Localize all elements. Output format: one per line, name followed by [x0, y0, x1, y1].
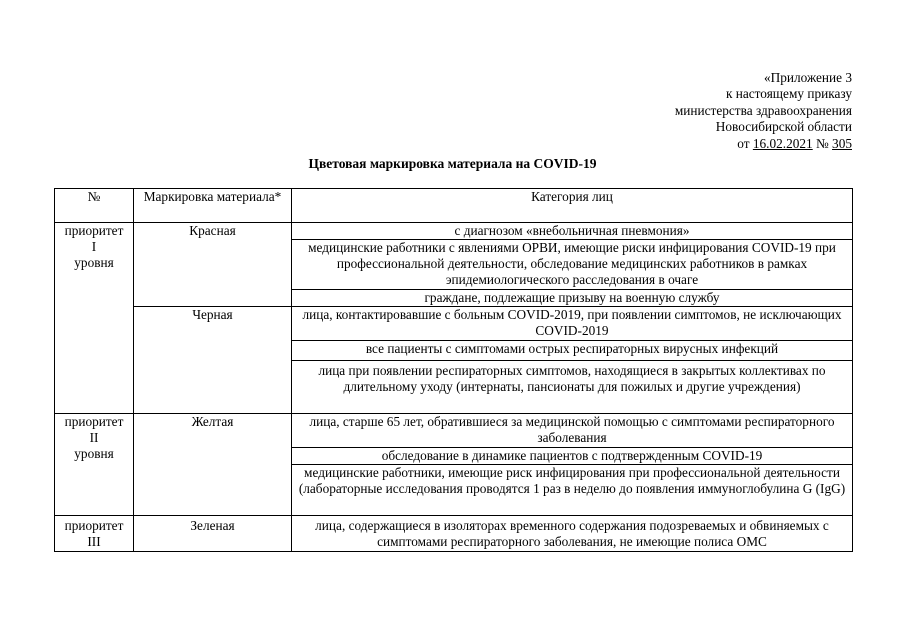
- table-row: [55, 307, 853, 341]
- table-row: [55, 223, 853, 240]
- category-cell: с диагнозом «внебольничная пневмония»: [292, 223, 853, 240]
- header-category: Категория лиц: [292, 189, 853, 223]
- priority-cell: [55, 414, 134, 516]
- order-date-line: [675, 136, 852, 152]
- header-num: №: [55, 189, 134, 223]
- marking-table: [54, 188, 853, 552]
- appendix-line: к настоящему приказу: [725, 86, 852, 102]
- marking-color-cell: Желтая: [134, 414, 292, 516]
- category-cell: лица при появлении респираторных симптомов, находящиеся в закрытых коллективах по длительному уходу (интернаты, пансионаты для пожилых и другие учреждения): [292, 361, 853, 414]
- priority-suffix: уровня: [74, 446, 114, 461]
- table-row: [55, 516, 853, 552]
- appendix-line: министерства здравоохранения: [674, 102, 852, 118]
- category-cell: обследование в динамике пациентов с подтвержденным COVID-19: [292, 448, 853, 465]
- table-row: [55, 414, 853, 448]
- priority-level: III: [87, 534, 101, 549]
- category-cell: все пациенты с симптомами острых респираторных вирусных инфекций: [292, 341, 853, 361]
- category-cell: лица, старше 65 лет, обратившиеся за медицинской помощью с симптомами респираторного заболевания: [292, 414, 853, 448]
- document-title: Цветовая маркировка материала на COVID-19: [308, 156, 597, 171]
- priority-cell: [55, 516, 134, 552]
- priority-label: приоритет: [64, 518, 124, 533]
- order-date: 16.02.2021: [752, 135, 813, 151]
- priority-level: I: [91, 239, 97, 254]
- priority-label: приоритет: [64, 223, 124, 238]
- priority-cell: [55, 223, 134, 414]
- priority-suffix: уровня: [74, 255, 114, 270]
- appendix-line: Новосибирской области: [715, 119, 852, 135]
- marking-color-cell: Зеленая: [134, 516, 292, 552]
- category-cell: лица, содержащиеся в изоляторах временного содержания подозреваемых и обвиняемых с симптомами респираторного заболевания, не имеющие полиса ОМС: [292, 516, 853, 552]
- category-cell: лица, контактировавшие с больным COVID-2019, при появлении симптомов, не исключающих COVID-2019: [292, 307, 853, 341]
- priority-label: приоритет: [64, 414, 124, 429]
- order-number: 305: [832, 135, 852, 151]
- date-prefix: от: [737, 135, 753, 151]
- category-cell: медицинские работники с явлениями ОРВИ, имеющие риски инфицирования COVID-19 при профессиональной деятельности, обследование медицинских работников в рамках эпидемиологического расследования в очаге: [292, 240, 853, 290]
- number-prefix: №: [812, 135, 833, 151]
- table-header-row: [55, 189, 853, 223]
- category-cell: граждане, подлежащие призыву на военную службу: [292, 290, 853, 307]
- category-cell: медицинские работники, имеющие риск инфицирования при профессиональной деятельности (лабораторные исследования проводятся 1 раз в неделю до появления иммуноглобулина G (IgG): [292, 465, 853, 516]
- appendix-header: [675, 70, 852, 152]
- header-marking: Маркировка материала*: [134, 189, 292, 223]
- priority-level: II: [89, 430, 99, 445]
- marking-color-cell: Черная: [134, 307, 292, 414]
- marking-color-cell: Красная: [134, 223, 292, 307]
- appendix-line: «Приложение 3: [764, 70, 852, 85]
